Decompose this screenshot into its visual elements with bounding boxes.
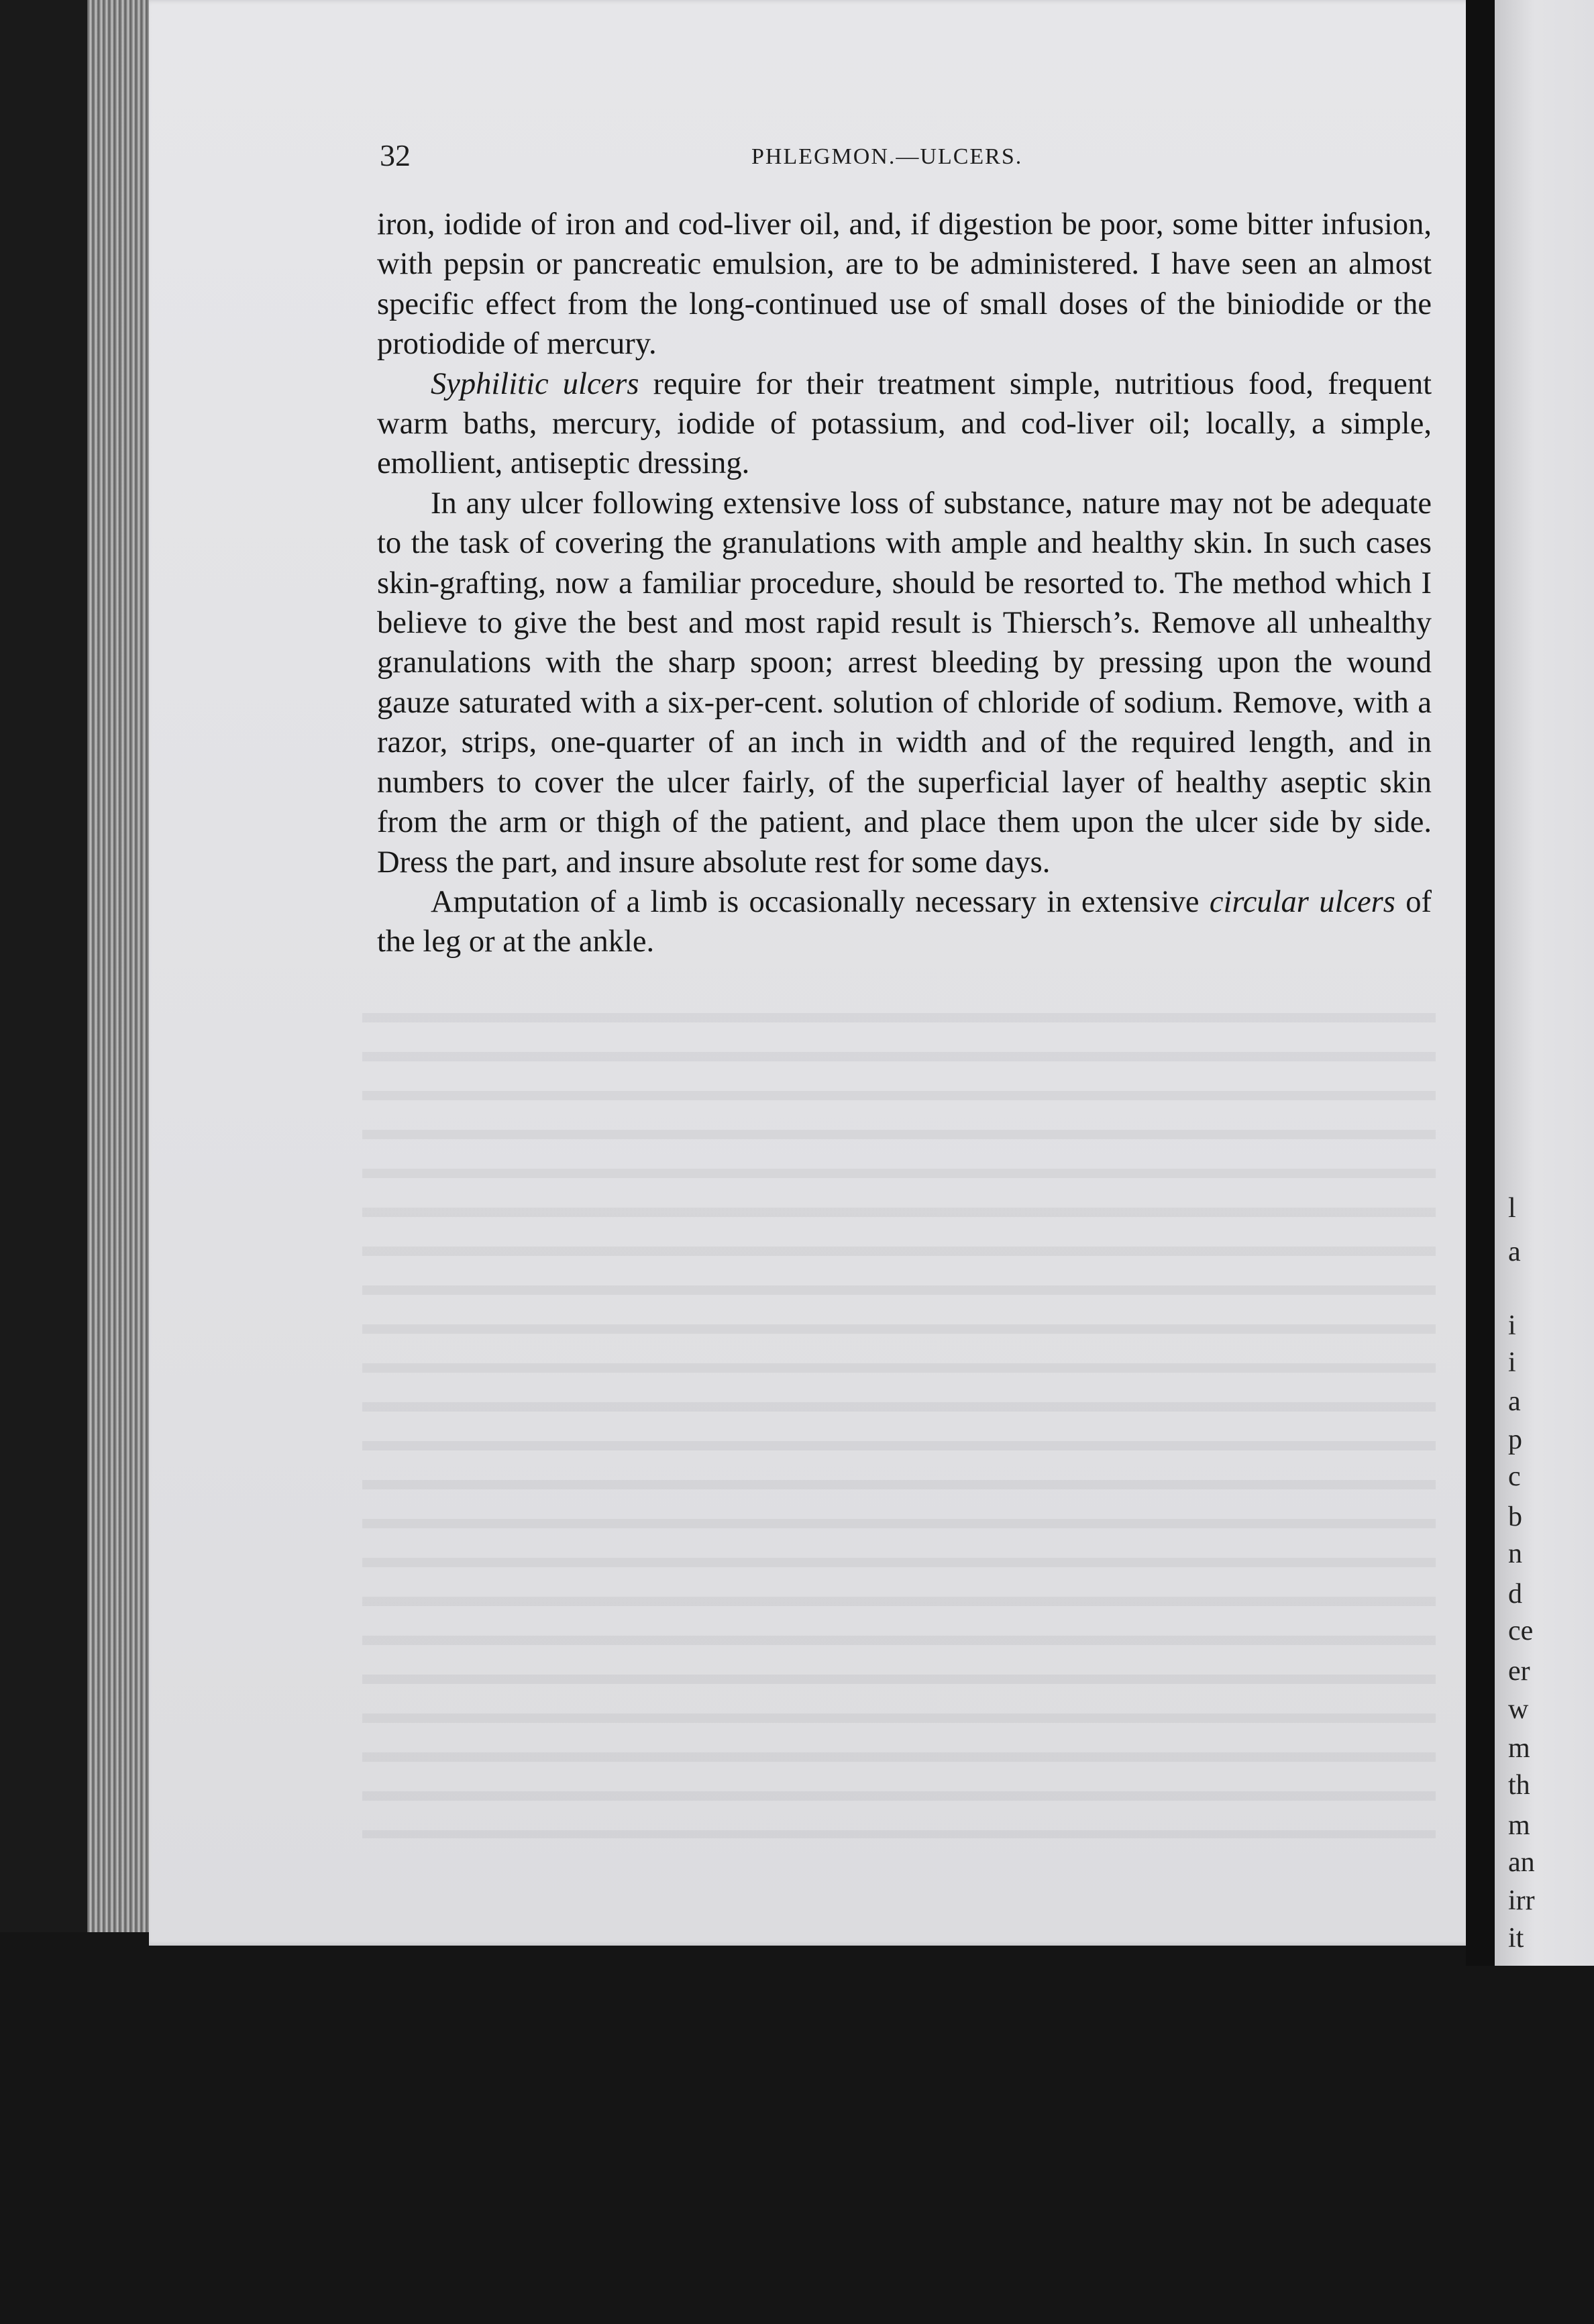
paragraph-3: In any ulcer following extensive loss of substance, nature may not be adequate to the task of covering the granulations with ample and healthy skin. In such cases skin-grafting, now a familiar procedure, should be resorted to. The method which I believe to give the best and most rapid result is Thiersch’s. Remove all unhealthy granulations with the sharp spoon; arrest bleeding by pressing upon the wound gauze saturated with a six-per-cent. solution of chloride of sodium. Remove, with a razor, strips, one-quarter of an inch in width and of the required length, and in numbers to cover the ulcer fairly, of the superficial layer of healthy aseptic skin from the arm or thigh of the patient, and place them upon the ulcer side by side. Dress the part, and insure absolute rest for some days. [377, 486, 1432, 880]
page-number: 32 [380, 138, 411, 172]
paragraph-2 [377, 364, 1432, 484]
facing-fragment: irr [1508, 1885, 1535, 1916]
facing-fragment: m [1508, 1810, 1530, 1841]
paragraph-4-end: of the leg or at the ankle. [377, 884, 1432, 959]
facing-fragment: a [1508, 1236, 1521, 1267]
facing-fragment: d [1508, 1579, 1522, 1609]
facing-fragment: it [1508, 1923, 1524, 1954]
scan-background [0, 1932, 1594, 2324]
facing-fragment: p [1508, 1424, 1522, 1455]
facing-fragment: n [1508, 1538, 1522, 1569]
gutter [1466, 0, 1496, 1966]
paragraph-4 [377, 882, 1432, 962]
bleed-through [362, 993, 1436, 1838]
facing-fragment: i [1508, 1310, 1516, 1341]
facing-fragment: c [1508, 1461, 1521, 1492]
italic-term: Syphilitic ulcers [431, 366, 639, 401]
facing-fragment: ce [1508, 1616, 1534, 1646]
body-text [377, 205, 1432, 962]
facing-fragment: an [1508, 1847, 1535, 1878]
page-edges [87, 0, 151, 1932]
facing-fragment: m [1508, 1733, 1530, 1764]
facing-fragment: b [1508, 1501, 1522, 1532]
paragraph-4-start: Amputation of a limb is occasionally necessary in extensive [431, 884, 1210, 919]
facing-fragment: w [1508, 1694, 1529, 1725]
facing-fragment: i [1508, 1347, 1516, 1378]
running-head: PHLEGMON.—ULCERS. [751, 144, 1023, 169]
paragraph-1: iron, iodide of iron and cod-liver oil, and, if digestion be poor, some bitter infusion, with pepsin or pancreatic emulsion, are to be administered. I have seen an almost specific effect from the long-continued use of small doses of the biniodide or the protiodide of mercury. [377, 207, 1432, 362]
facing-fragment: er [1508, 1656, 1530, 1687]
facing-page [1495, 0, 1594, 1966]
paragraph-2-text: require for their treatment simple, nutritious food, frequent warm baths, mercury, iodide of potassium, and cod-liver oil; locally, a simple, emollient, antiseptic dressing. [377, 366, 1432, 481]
facing-fragment: l [1508, 1193, 1516, 1224]
facing-fragment: a [1508, 1386, 1521, 1417]
facing-fragment: th [1508, 1770, 1530, 1801]
italic-term: circular ulcers [1209, 884, 1395, 919]
